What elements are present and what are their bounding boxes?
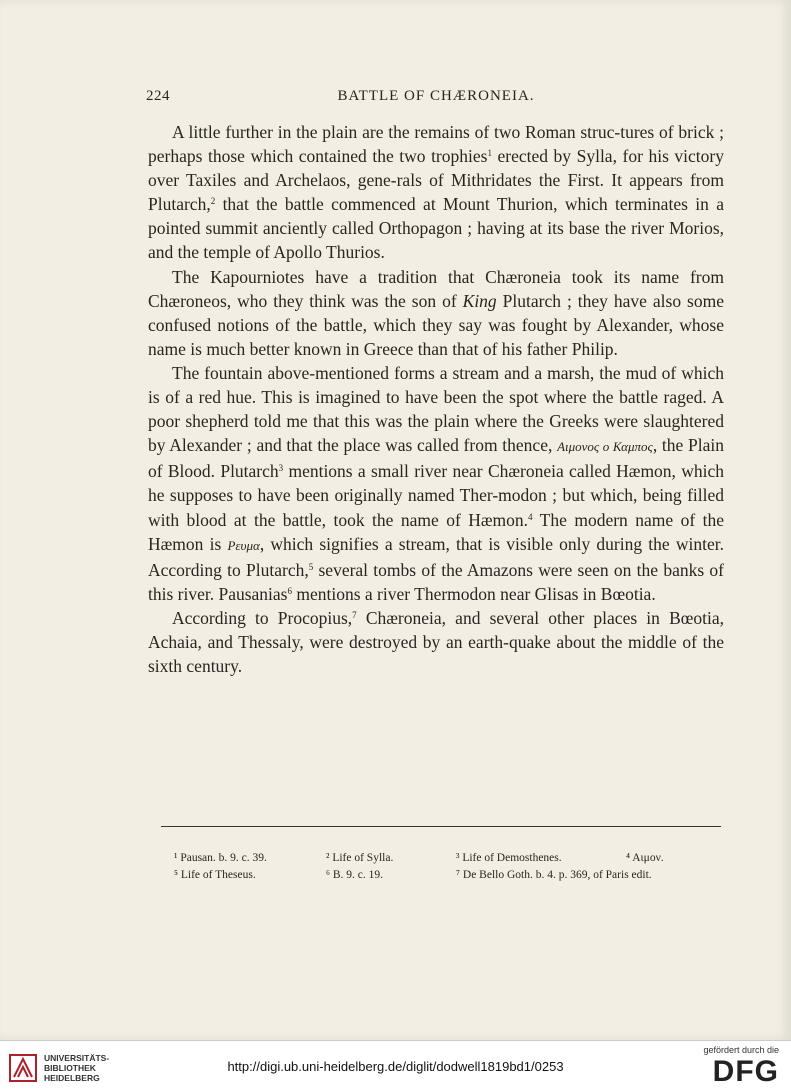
paragraph-3: The fountain above-mentioned forms a stream and a marsh, the mud of which is of a red hue. This is imagined to have been the spot where the battle raged. A poor shepherd told me that this was the plain where the Greeks were slaughtered by Alexander ; and that the place was called from thence, Αιμονος ο Καμπος, the Plain of Blood. Plutarch$^3$ mentions a small river near Chæroneia called Hæmon, which he supposes to have been originally named Ther-modon ; but which, being filled with blood at the battle, took the name of Hæmon.$^4$ The modern name of the Hæmon is Ρευμα, which signifies a stream, that is visible only during the winter. According to Plutarch,$^5$ several tombs of the Amazons were seen on the banks of this river. Pausanias$^6$ mentions a river Thermodon near Glisas in Bœotia.	[148, 362, 724, 604]
dfg-logo[interactable]: DFG	[712, 1055, 779, 1088]
paragraph-2: The Kapourniotes have a tradition that Chæroneia took its name from Chæroneos, who they think was the son of King Plutarch ; they have also some confused notions of the battle, which they say was fought by Alexander, whose name is much better known in Greece than that of his father Philip.	[148, 266, 724, 359]
running-head: BATTLE OF CHÆRONEIA.	[337, 88, 535, 104]
footnotes	[148, 850, 728, 884]
footnote-6: ⁶ B. 9. c. 19.	[326, 869, 384, 881]
funded-by-label: gefördert durch die	[703, 1045, 779, 1055]
italic-king: King	[462, 290, 497, 311]
footnote-ref-3: 3	[278, 463, 284, 474]
footnote-ref-4: 4	[528, 511, 533, 522]
footnote-row-1	[148, 850, 728, 867]
greek-word-stream: Ρευμα	[227, 537, 260, 553]
footnote-row-2	[148, 867, 728, 884]
footnote-1: ¹ Pausan. b. 9. c. 39.	[174, 852, 267, 864]
paragraph-1: A little further in the plain are the remains of two Roman struc-tures of brick ; perhaps those which contained the two trophies$^1$ erected by Sylla, for his victory over Taxiles and Archelaos, gene-rals of Mithridates the First. It appears from Plutarch,$^2$ that the battle commenced at Mount Thurion, which terminates in a pointed summit anciently called Orthopagon ; having at its base the river Morios, and the temple of Apollo Thurios.	[148, 122, 724, 263]
library-name[interactable]: UNIVERSITÄTS- BIBLIOTHEK HEIDELBERG	[44, 1053, 110, 1083]
page-header	[146, 88, 726, 112]
greek-phrase-plain-of-blood: Αιμονος ο Καμπος	[557, 439, 653, 455]
paragraph-4: According to Procopius,$^7$ Chæroneia, and several other places in Bœotia, Achaia, and Thessaly, were destroyed by an earth-quake about the middle of the sixth century.	[148, 607, 724, 677]
permalink-url[interactable]: http://digi.ub.uni-heidelberg.de/diglit/dodwell1819bd1/0253	[227, 1059, 564, 1074]
footnote-ref-5: 5	[308, 561, 314, 572]
body-text	[148, 120, 724, 678]
footnote-ref-7: 7	[352, 609, 357, 620]
viewer-footer	[0, 1040, 791, 1092]
footnote-ref-2: 2	[210, 196, 216, 207]
footnote-7: ⁷ De Bello Goth. b. 4. p. 369, of Paris edit.	[456, 869, 652, 881]
footnote-5: ⁵ Life of Theseus.	[174, 869, 256, 881]
footnote-rule	[161, 826, 721, 827]
footnote-2: ² Life of Sylla.	[326, 852, 394, 864]
page-number: 224	[146, 88, 170, 104]
footnote-4: ⁴ Αιμον.	[626, 852, 664, 864]
footnote-ref-6: 6	[287, 585, 292, 596]
footnote-ref-1: 1	[487, 148, 492, 159]
footnote-3: ³ Life of Demosthenes.	[456, 852, 562, 864]
